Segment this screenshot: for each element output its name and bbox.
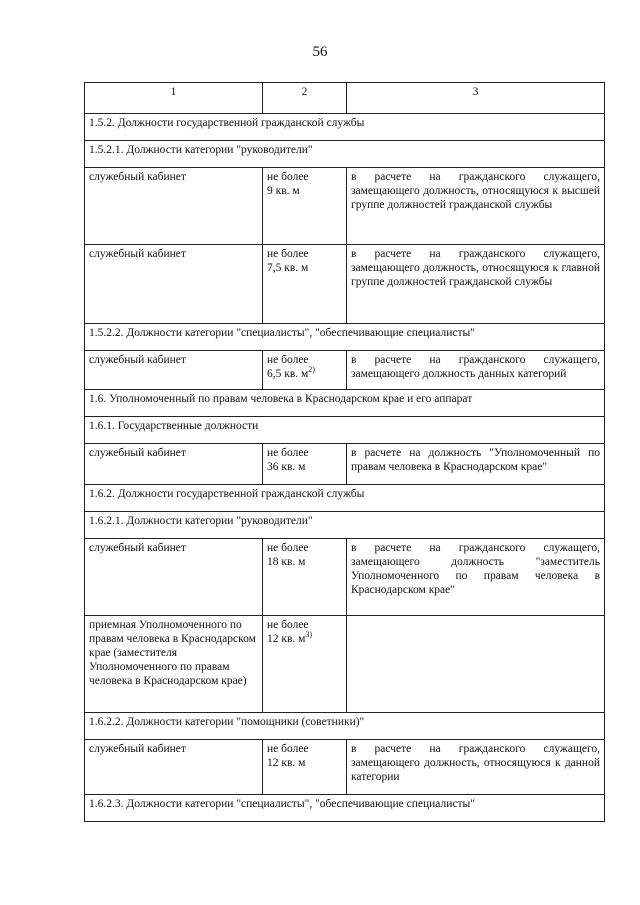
table-row [85, 740, 605, 795]
area-norm: не более 18 кв. м [267, 542, 309, 568]
section-title: 1.6.1. Государственные должности [85, 417, 605, 444]
section-title: 1.5.2.1. Должности категории "руководители" [85, 141, 605, 168]
norm-note: в расчете на должность "Уполномоченный по правам человека в Краснодарском крае" [347, 444, 605, 485]
header-col-1: 1 [85, 83, 263, 114]
section-row [85, 713, 605, 740]
norm-note [347, 616, 605, 713]
footnote-marker: 2) [308, 365, 315, 375]
premise-name: служебный кабинет [85, 168, 263, 245]
table-row [85, 444, 605, 485]
area-norm: не более 9 кв. м [267, 171, 309, 197]
section-row [85, 417, 605, 444]
table-row [85, 351, 605, 390]
norms-table [84, 82, 605, 822]
section-title: 1.6. Уполномоченный по правам человека в Краснодарском крае и его аппарат [85, 390, 605, 417]
norm-note: в расчете на гражданского служащего, замещающего должность данных категорий [347, 351, 605, 390]
section-row [85, 324, 605, 351]
premise-name: служебный кабинет [85, 539, 263, 616]
norm-note: в расчете на гражданского служащего, замещающего должность "заместитель Уполномоченного по правам человека в Краснодарском крае" [347, 539, 605, 616]
area-norm-cell [263, 616, 347, 713]
section-row [85, 795, 605, 822]
footnote-marker: 3) [305, 630, 313, 640]
area-norm-cell [263, 740, 347, 795]
area-norm: не более 7,5 кв. м [267, 248, 309, 274]
area-norm: не более 12 кв. м [267, 619, 309, 645]
premise-name: служебный кабинет [85, 740, 263, 795]
section-title: 1.6.2.2. Должности категории "помощники (советники)" [85, 713, 605, 740]
section-title: 1.6.2.1. Должности категории "руководители" [85, 512, 605, 539]
area-norm: не более 12 кв. м [267, 743, 309, 769]
section-row [85, 114, 605, 141]
header-col-3: 3 [347, 83, 605, 114]
section-title: 1.5.2. Должности государственной гражданской службы [85, 114, 605, 141]
table-row [85, 539, 605, 616]
table-row [85, 616, 605, 713]
premise-name: служебный кабинет [85, 351, 263, 390]
area-norm: не более 36 кв. м [267, 447, 309, 473]
area-norm-cell [263, 245, 347, 324]
section-row [85, 485, 605, 512]
premise-name: приемная Уполномоченного по правам человека в Краснодарском крае (заместителя Уполномоченного по правам человека в Краснодарском крае) [85, 616, 263, 713]
premise-name: служебный кабинет [85, 444, 263, 485]
header-col-2: 2 [263, 83, 347, 114]
norm-note: в расчете на гражданского служащего, замещающего должность, относящуюся к главной группе должностей гражданской службы [347, 245, 605, 324]
table-row [85, 245, 605, 324]
section-row [85, 390, 605, 417]
area-norm-cell [263, 444, 347, 485]
area-norm-cell [263, 351, 347, 390]
norm-note: в расчете на гражданского служащего, замещающего должность, относящуюся к высшей группе должностей гражданской службы [347, 168, 605, 245]
section-title: 1.5.2.2. Должности категории "специалисты", "обеспечивающие специалисты" [85, 324, 605, 351]
area-norm: не более 6,5 кв. м [267, 354, 309, 380]
premise-name: служебный кабинет [85, 245, 263, 324]
header-row [85, 83, 605, 114]
norm-note: в расчете на гражданского служащего, замещающего должность, относящуюся к данной категории [347, 740, 605, 795]
section-row [85, 141, 605, 168]
section-row [85, 512, 605, 539]
section-title: 1.6.2.3. Должности категории "специалисты", "обеспечивающие специалисты" [85, 795, 605, 822]
area-norm-cell [263, 168, 347, 245]
section-title: 1.6.2. Должности государственной гражданской службы [85, 485, 605, 512]
page-number: 56 [312, 44, 328, 60]
table-row [85, 168, 605, 245]
area-norm-cell [263, 539, 347, 616]
